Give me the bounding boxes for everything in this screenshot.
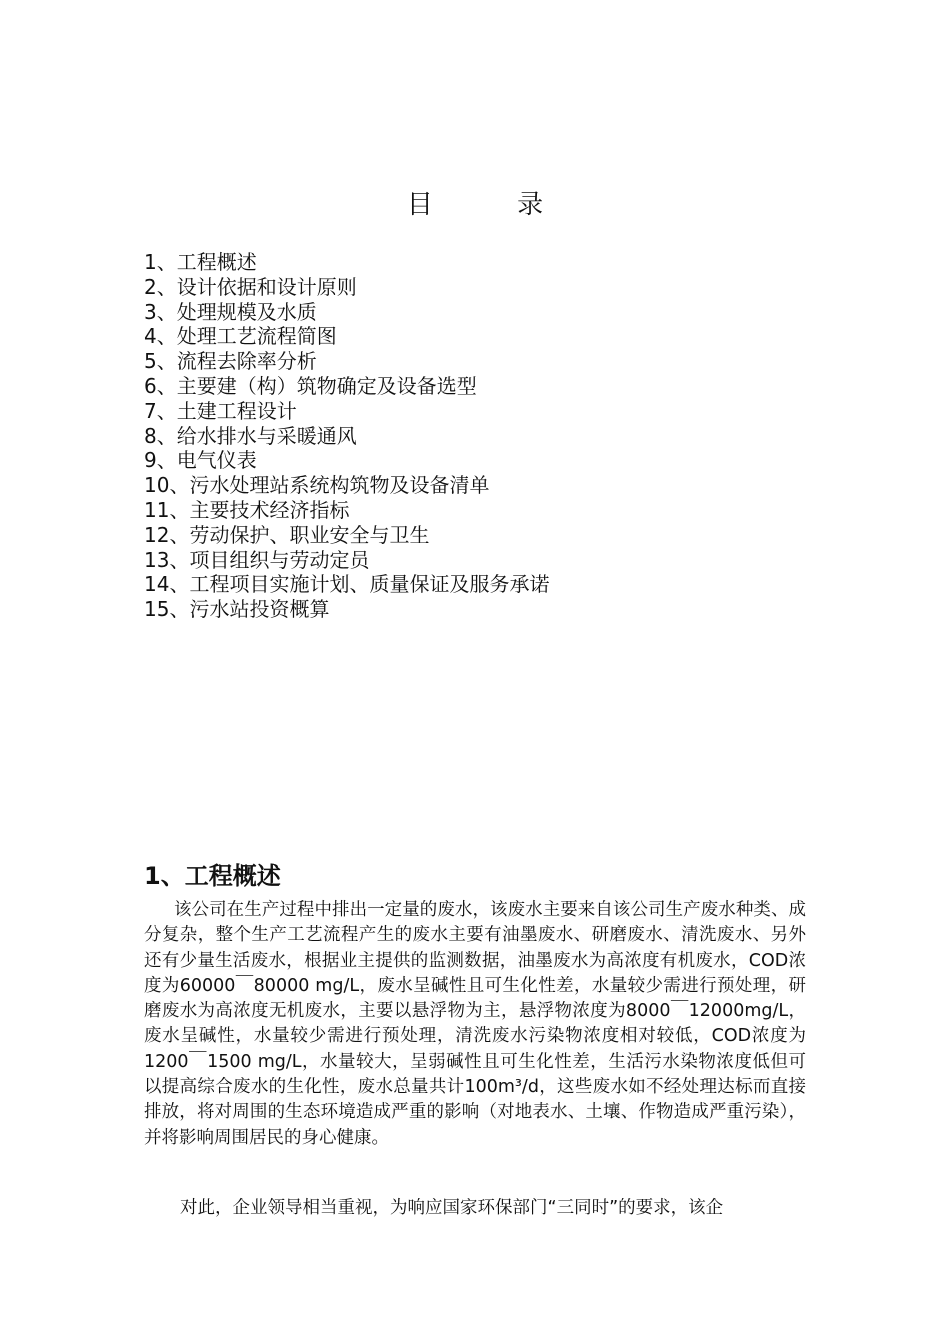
toc-item: 4、处理工艺流程简图 bbox=[144, 324, 337, 349]
body-paragraph: 该公司在生产过程中排出一定量的废水，该废水主要来自该公司生产废水种类、成分复杂，整个生产工艺流程产生的废水主要有油墨废水、研磨废水、清洗废水、另外还有少量生活废水，根据业主提供的监测数据，油墨废水为高浓度有机废水，COD浓度为60000￣80000 mg/L，废水呈碱性且可生化性差，水量较少需进行预处理，研磨废水为高浓度无机废水，主要以悬浮物为主，悬浮物浓度为8000￣12000mg/L，废水呈碱性，水量较少需进行预处理，清洗废水污染物浓度相对较低，COD浓度为1200￣1500 mg/L，水量较大，呈弱碱性且可生化性差，生活污水染物浓度低但可以提高综合废水的生化性，废水总量共计100m³/d，这些废水如不经处理达标而直接排放，将对周围的生态环境造成严重的影响（对地表水、土壤、作物造成严重污染），并将影响周围居民的身心健康。 bbox=[144, 900, 806, 1148]
body-paragraph: 对此，企业领导相当重视，为响应国家环保部门“三同时”的要求，该企 bbox=[180, 1198, 724, 1218]
toc-item: 1、工程概述 bbox=[144, 250, 257, 274]
toc-item: 13、项目组织与劳动定员 bbox=[144, 547, 370, 572]
section-heading: 1、工程概述 bbox=[144, 862, 281, 890]
toc-item: 2、设计依据和设计原则 bbox=[144, 274, 357, 299]
toc-item: 8、给水排水与采暖通风 bbox=[144, 423, 357, 448]
toc-item: 11、主要技术经济指标 bbox=[144, 497, 350, 522]
toc-item: 5、流程去除率分析 bbox=[144, 349, 317, 374]
toc-item: 10、污水处理站系统构筑物及设备清单 bbox=[144, 473, 490, 498]
toc-item: 3、处理规模及水质 bbox=[144, 299, 317, 324]
toc-item: 15、污水站投资概算 bbox=[144, 597, 330, 622]
toc-item: 6、主要建（构）筑物确定及设备选型 bbox=[144, 373, 477, 398]
toc-item: 14、工程项目实施计划、质量保证及服务承诺 bbox=[144, 572, 550, 597]
table-of-contents bbox=[144, 250, 824, 622]
toc-item: 9、电气仪表 bbox=[144, 448, 257, 473]
toc-title: 目 录 bbox=[406, 190, 582, 220]
toc-item: 7、土建工程设计 bbox=[144, 398, 297, 423]
toc-item: 12、劳动保护、职业安全与卫生 bbox=[144, 522, 430, 547]
